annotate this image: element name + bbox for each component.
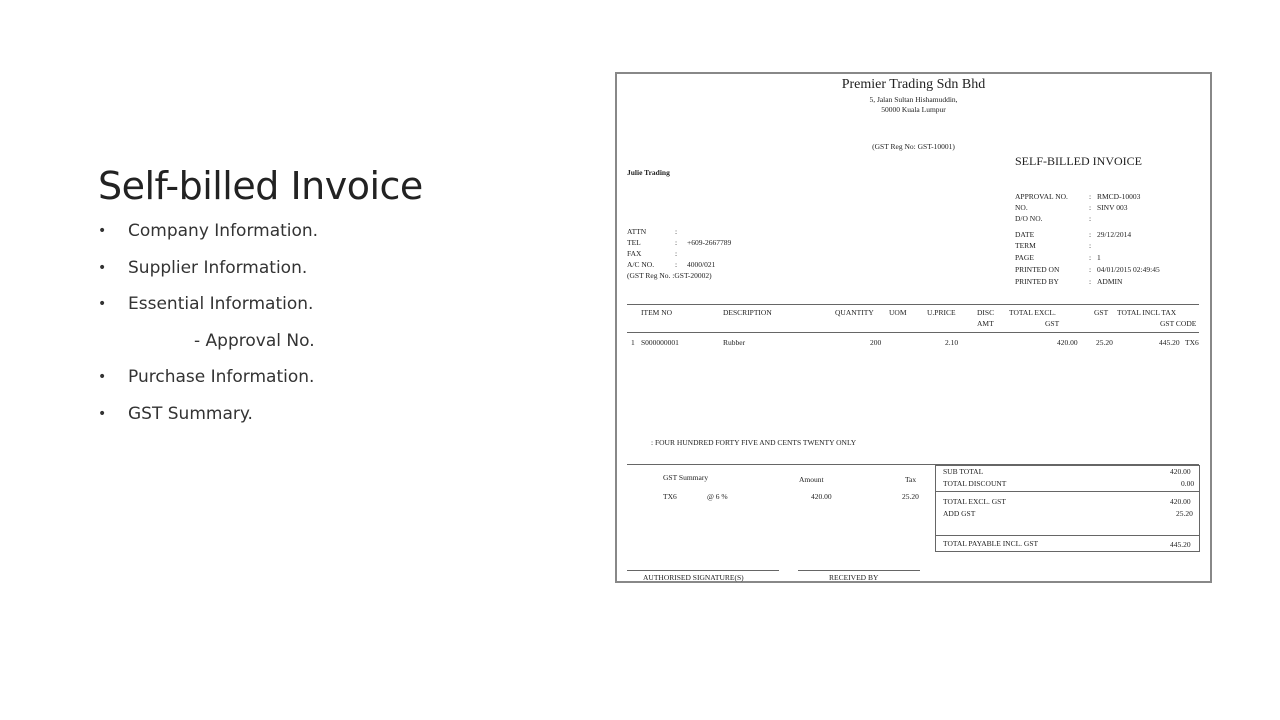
company-name: Premier Trading Sdn Bhd bbox=[841, 77, 986, 92]
total-discount-value: 0.00 bbox=[1181, 479, 1195, 488]
detail-label: NO. bbox=[1015, 203, 1028, 212]
total-excl-label: TOTAL EXCL. GST bbox=[943, 497, 1006, 506]
total-discount-label: TOTAL DISCOUNT bbox=[943, 479, 1007, 488]
sub-total-value: 420.00 bbox=[1170, 467, 1191, 476]
authorised-signature-label: AUTHORISED SIGNATURE(S) bbox=[643, 573, 744, 582]
col-header: U.PRICE bbox=[927, 308, 956, 317]
detail-label: APPROVAL NO. bbox=[1015, 192, 1068, 201]
detail-label: PRINTED BY bbox=[1015, 277, 1059, 286]
col-header: ITEM NO bbox=[641, 308, 673, 317]
table-header-rule bbox=[627, 332, 1199, 333]
invoice-image: Premier Trading Sdn Bhd 5, Jalan Sultan Hishamuddin, 50000 Kuala Lumpur (GST Reg No: GST-10001) SELF-BILLED INVOICE Julie Trading ATTN : TEL : +609-2667789 FAX : A/C NO. : 4000/021 (GST Reg No. :GST-20002) APPROVAL NO. : RMCD-10003 NO. : SINV 003 D/O NO. : DATE : 29/12/2014 TERM : PAGE : 1 PRINTED ON : 04/01/2015 02:49:45 PRINTED BY : ADMIN ITEM NO DESCRIPTION QUANTITY UOM U.PRICE DISC AMT TOTAL EXCL. GST GST TOTAL INCL TAX GST CODE 1 S000000001 Rubber 200 2.10 420.00 25.20 445.20 TX6 : FOUR HUNDRED FORTY FIVE AND CENTS TWENTY ONLY GST Summary Amount Tax TX6 @ 6 % 420.00 25.20 SUB TOTAL 420.00 TOTAL DISCOUNT 0.00 TOTAL EXCL. GST 420.00 ADD GST 25.20 TOTAL PAYABLE INCL. GST 445.20 AUTHORISED SIGNATURE(S) RECEIVED BY bbox=[615, 72, 1212, 583]
col-header: QUANTITY bbox=[835, 308, 874, 317]
supplier-field: FAX bbox=[627, 249, 642, 258]
col-header: TOTAL INCL TAX bbox=[1117, 308, 1177, 317]
col-header: GST bbox=[1045, 319, 1060, 328]
supplier-field: TEL bbox=[627, 238, 641, 247]
total-excl-value: 420.00 bbox=[1170, 497, 1191, 506]
gst-summary-col: Amount bbox=[799, 475, 824, 484]
detail-label: PAGE bbox=[1015, 253, 1034, 262]
detail-label: TERM bbox=[1015, 241, 1036, 250]
table-top-rule bbox=[627, 304, 1199, 305]
sub-total-label: SUB TOTAL bbox=[943, 467, 984, 476]
col-header: TOTAL EXCL. bbox=[1009, 308, 1056, 317]
gst-summary-col: Tax bbox=[905, 475, 917, 484]
col-header: DISC bbox=[977, 308, 995, 317]
bullet-icon: • bbox=[98, 405, 107, 422]
total-payable-label: TOTAL PAYABLE INCL. GST bbox=[943, 539, 1039, 548]
supplier-field: ATTN bbox=[627, 227, 647, 236]
bullet-icon: • bbox=[98, 223, 107, 239]
col-header: GST CODE bbox=[1160, 319, 1197, 328]
company-gst-reg: (GST Reg No: GST-10001) bbox=[872, 142, 955, 151]
supplier-gst-reg: (GST Reg No. :GST-20002) bbox=[627, 271, 712, 280]
slide-title: Self-billed Invoice bbox=[98, 164, 423, 208]
supplier-field: A/C NO. bbox=[627, 260, 655, 269]
gst-summary-title: GST Summary bbox=[663, 473, 709, 482]
invoice-title: SELF-BILLED INVOICE bbox=[1015, 154, 1142, 168]
col-header: DESCRIPTION bbox=[723, 308, 772, 317]
gst-summary-row: TX6 bbox=[663, 492, 677, 501]
table-row: 1 bbox=[631, 338, 635, 347]
add-gst-value: 25.20 bbox=[1176, 509, 1193, 518]
bullet-icon: • bbox=[98, 259, 107, 276]
add-gst-label: ADD GST bbox=[943, 509, 976, 518]
col-header: UOM bbox=[889, 308, 907, 317]
bullet-icon: • bbox=[98, 369, 107, 385]
signature-line bbox=[627, 570, 779, 571]
bullet-icon: • bbox=[98, 296, 107, 312]
approval-no-value: RMCD-10003 bbox=[1097, 192, 1141, 201]
received-by-label: RECEIVED BY bbox=[829, 573, 879, 582]
amount-in-words: : FOUR HUNDRED FORTY FIVE AND CENTS TWENTY ONLY bbox=[651, 438, 857, 447]
total-payable-value: 445.20 bbox=[1170, 540, 1191, 549]
col-header: AMT bbox=[977, 319, 994, 328]
totals-rule bbox=[935, 491, 1200, 492]
detail-label: PRINTED ON bbox=[1015, 265, 1060, 274]
company-address-line1: 5, Jalan Sultan Hishamuddin, bbox=[869, 95, 958, 104]
totals-rule bbox=[935, 535, 1200, 536]
company-address-line2: 50000 Kuala Lumpur bbox=[881, 105, 946, 114]
detail-label: D/O NO. bbox=[1015, 214, 1043, 223]
signature-line bbox=[798, 570, 920, 571]
col-header: GST bbox=[1094, 308, 1109, 317]
supplier-name: Julie Trading bbox=[627, 168, 670, 177]
detail-label: DATE bbox=[1015, 230, 1035, 239]
